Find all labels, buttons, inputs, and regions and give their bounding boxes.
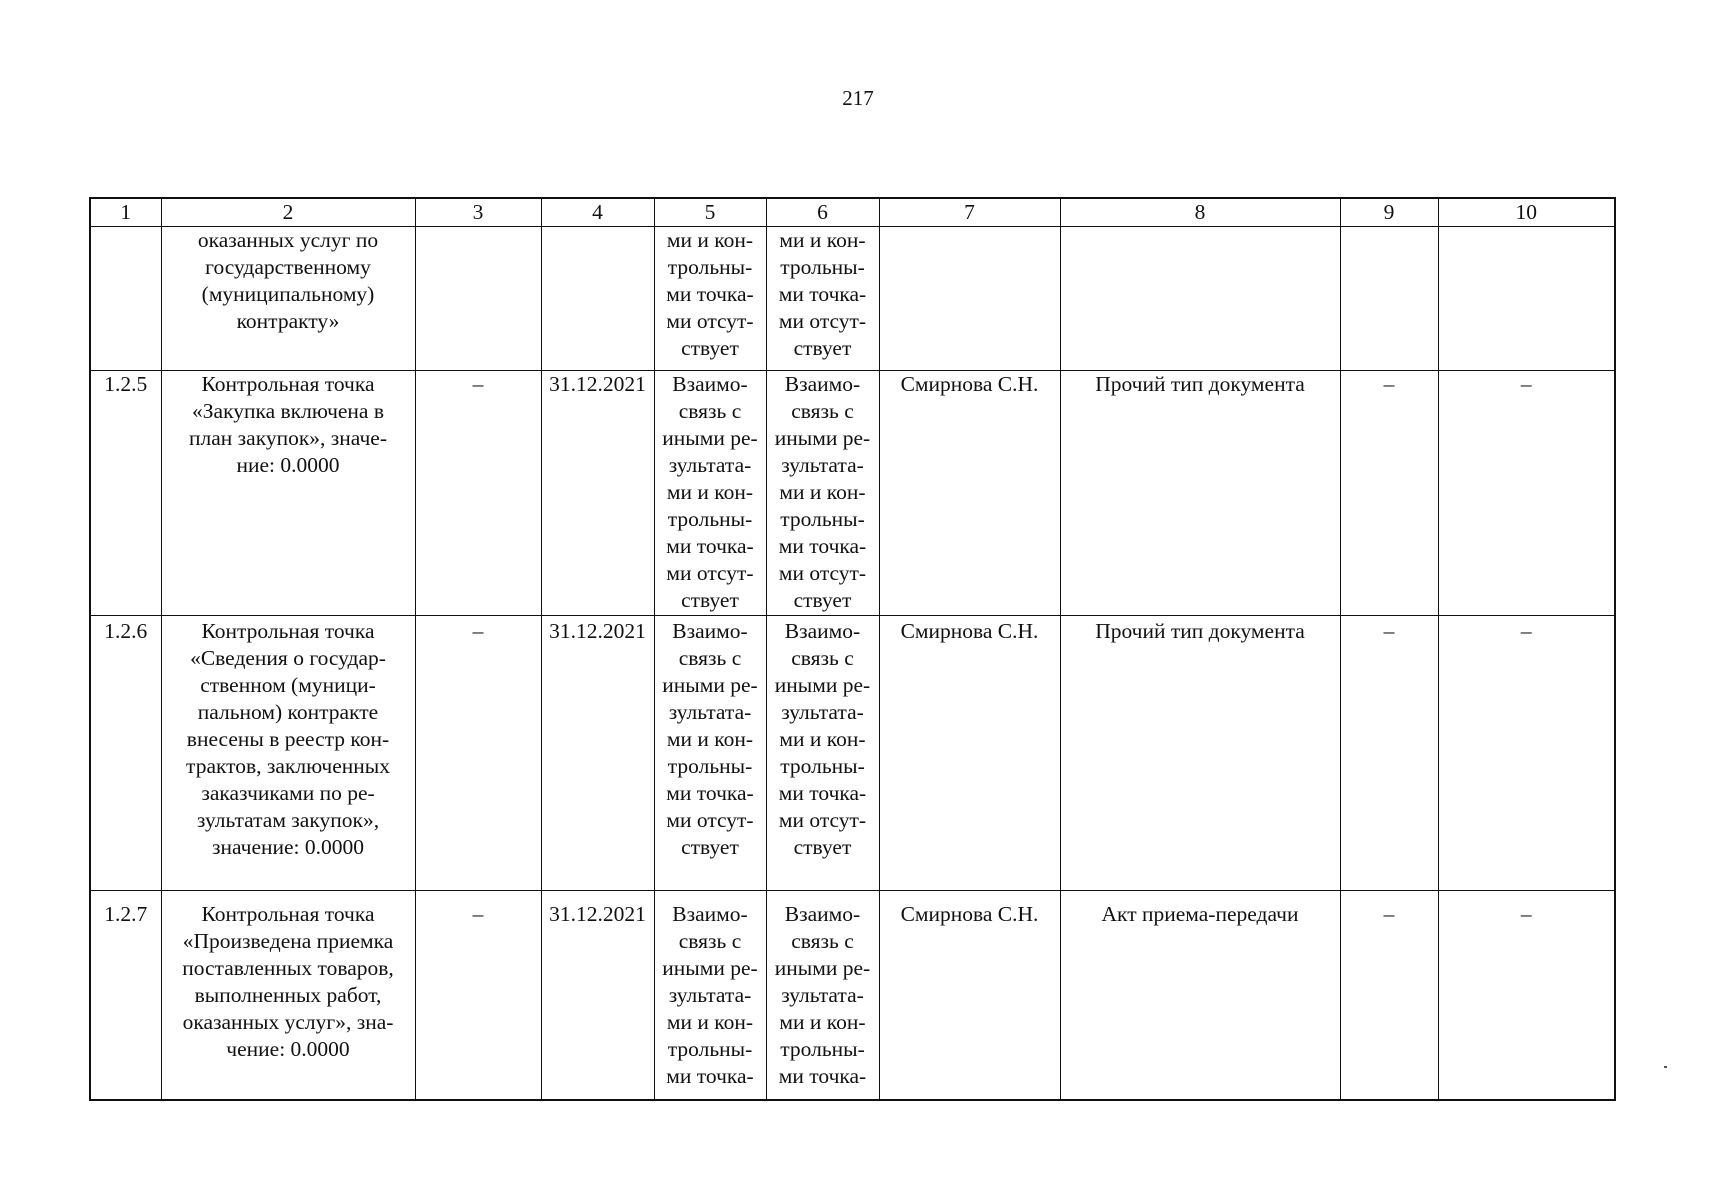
column-header: 6 [766, 198, 879, 227]
responsible-cell: Смирнова С.Н. [879, 616, 1060, 891]
header-row [90, 198, 1615, 227]
column-3-cell: – [415, 616, 541, 891]
column-header: 9 [1340, 198, 1438, 227]
table-row [90, 891, 1615, 1101]
column-header: 5 [654, 198, 766, 227]
column-9-cell: – [1340, 616, 1438, 891]
checkpoint-table [89, 197, 1616, 1101]
checkpoint-name-cell: оказанных услуг по государственному (муниципальному) контракту» [161, 227, 415, 371]
column-header: 4 [541, 198, 654, 227]
page-number: 217 [842, 86, 874, 110]
column-9-cell: – [1340, 891, 1438, 1101]
column-10-cell: – [1438, 616, 1615, 891]
checkpoint-name-cell: Контрольная точка «Закупка включена в план закупок», значе- ние: 0.0000 [161, 371, 415, 616]
relation-cell: Взаимо- связь с иными ре- зультата- ми и кон- трольны- ми точка- [766, 891, 879, 1101]
column-3-cell: – [415, 371, 541, 616]
row-number-cell: 1.2.7 [90, 891, 161, 1101]
checkpoint-name-cell: Контрольная точка «Сведения о государ- ственном (муници- пальном) контракте внесены в реестр кон- трактов, заключенных заказчиками по ре- зультатам закупок», значение: 0.0000 [161, 616, 415, 891]
relation-cell: Взаимо- связь с иными ре- зультата- ми и кон- трольны- ми точка- ми отсут- ствует [766, 371, 879, 616]
column-header: 1 [90, 198, 161, 227]
deadline-date-cell: 31.12.2021 [541, 616, 654, 891]
column-header: 8 [1060, 198, 1340, 227]
column-3-cell: – [415, 891, 541, 1101]
relation-cell: ми и кон- трольны- ми точка- ми отсут- ствует [654, 227, 766, 371]
relation-cell: Взаимо- связь с иными ре- зультата- ми и кон- трольны- ми точка- ми отсут- ствует [654, 371, 766, 616]
column-10-cell: – [1438, 891, 1615, 1101]
table-row [90, 227, 1615, 371]
column-10-cell: – [1438, 371, 1615, 616]
relation-cell: Взаимо- связь с иными ре- зультата- ми и кон- трольны- ми точка- ми отсут- ствует [766, 616, 879, 891]
relation-cell: ми и кон- трольны- ми точка- ми отсут- ствует [766, 227, 879, 371]
responsible-cell: Смирнова С.Н. [879, 891, 1060, 1101]
column-3-cell [415, 227, 541, 371]
relation-cell: Взаимо- связь с иными ре- зультата- ми и кон- трольны- ми точка- ми отсут- ствует [654, 616, 766, 891]
column-9-cell: – [1340, 371, 1438, 616]
column-header: 2 [161, 198, 415, 227]
relation-cell: Взаимо- связь с иными ре- зультата- ми и кон- трольны- ми точка- [654, 891, 766, 1101]
row-number-cell: 1.2.5 [90, 371, 161, 616]
column-header: 3 [415, 198, 541, 227]
document-type-cell: Акт приема-передачи [1060, 891, 1340, 1101]
column-header: 7 [879, 198, 1060, 227]
table-row [90, 371, 1615, 616]
table-header [90, 198, 1615, 227]
scan-speck [1664, 1066, 1667, 1068]
column-header: 10 [1438, 198, 1615, 227]
checkpoint-name-cell: Контрольная точка «Произведена приемка поставленных товаров, выполненных работ, оказанных услуг», зна- чение: 0.0000 [161, 891, 415, 1101]
document-type-cell: Прочий тип документа [1060, 616, 1340, 891]
column-10-cell [1438, 227, 1615, 371]
column-9-cell [1340, 227, 1438, 371]
document-type-cell [1060, 227, 1340, 371]
responsible-cell: Смирнова С.Н. [879, 371, 1060, 616]
table-row [90, 616, 1615, 891]
row-number-cell [90, 227, 161, 371]
deadline-date-cell: 31.12.2021 [541, 371, 654, 616]
deadline-date-cell [541, 227, 654, 371]
deadline-date-cell: 31.12.2021 [541, 891, 654, 1101]
responsible-cell [879, 227, 1060, 371]
document-type-cell: Прочий тип документа [1060, 371, 1340, 616]
row-number-cell: 1.2.6 [90, 616, 161, 891]
